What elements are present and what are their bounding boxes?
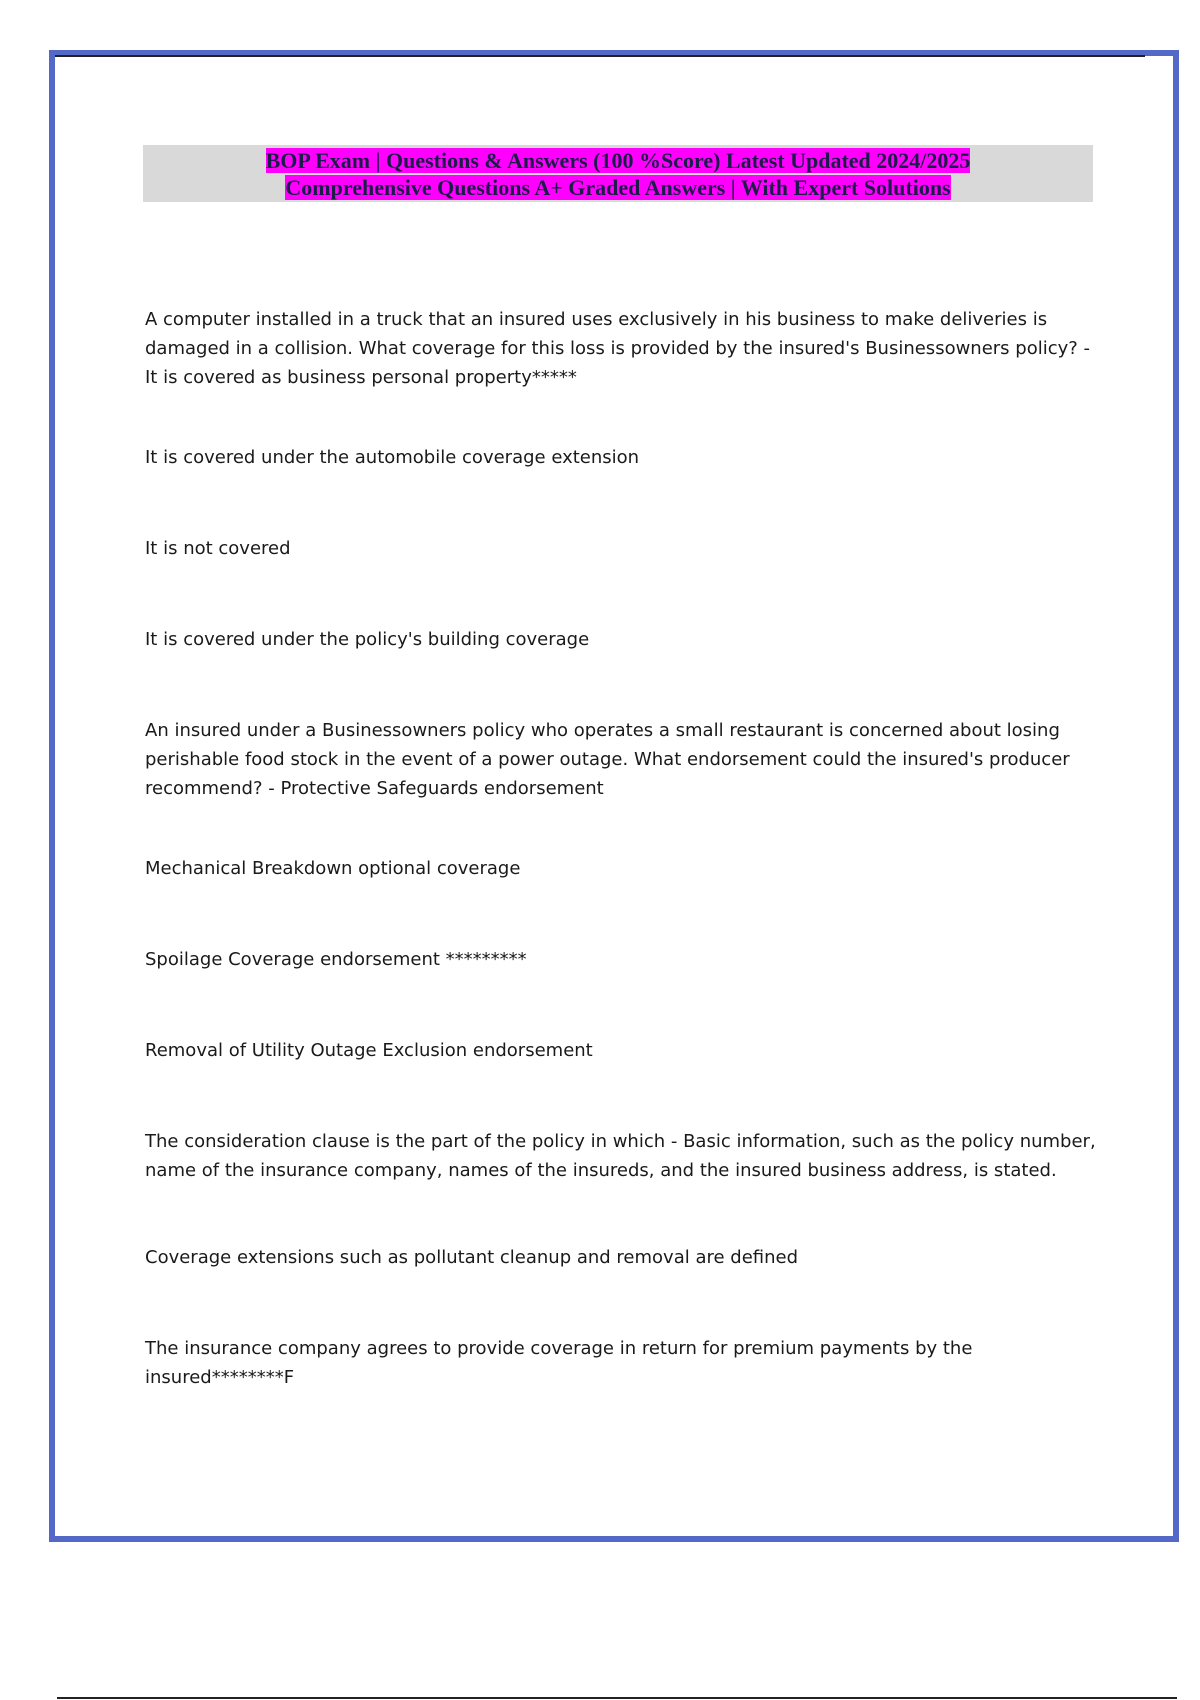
bottom-rule bbox=[57, 1697, 1177, 1699]
title-banner bbox=[143, 145, 1093, 202]
answer-option: Coverage extensions such as pollutant cleanup and removal are defined bbox=[145, 1247, 799, 1268]
question-2: An insured under a Businessowners policy who operates a small restaurant is concerned about losing perishable food stock in the event of a power outage. What endorsement could the insured's producer recommend? - Protective Safeguards endorsement bbox=[145, 720, 1076, 799]
answer-option: Removal of Utility Outage Exclusion endorsement bbox=[145, 1040, 593, 1061]
qa-content bbox=[145, 305, 1105, 1454]
answer-option: The insurance company agrees to provide coverage in return for premium payments by the insured********F bbox=[145, 1338, 979, 1388]
answer-option: It is covered under the policy's building coverage bbox=[145, 629, 590, 650]
top-rule bbox=[55, 55, 1145, 57]
answer-option: Spoilage Coverage endorsement ********* bbox=[145, 949, 527, 970]
question-3: The consideration clause is the part of the policy in which - Basic information, such as the policy number, name of the insurance company, names of the insureds, and the insured business address, is stated. bbox=[145, 1131, 1102, 1181]
title-line-2: Comprehensive Questions A+ Graded Answers | With Expert Solutions bbox=[285, 175, 951, 200]
answer-option: It is covered under the automobile coverage extension bbox=[145, 447, 640, 468]
answer-option: Mechanical Breakdown optional coverage bbox=[145, 858, 521, 879]
answer-option: It is not covered bbox=[145, 538, 291, 559]
title-line-1: BOP Exam | Questions & Answers (100 %Score) Latest Updated 2024/2025 bbox=[265, 148, 971, 173]
question-1: A computer installed in a truck that an insured uses exclusively in his business to make deliveries is damaged in a collision. What coverage for this loss is provided by the insured's Businessowners policy? - It is covered as business personal property***** bbox=[145, 309, 1096, 388]
